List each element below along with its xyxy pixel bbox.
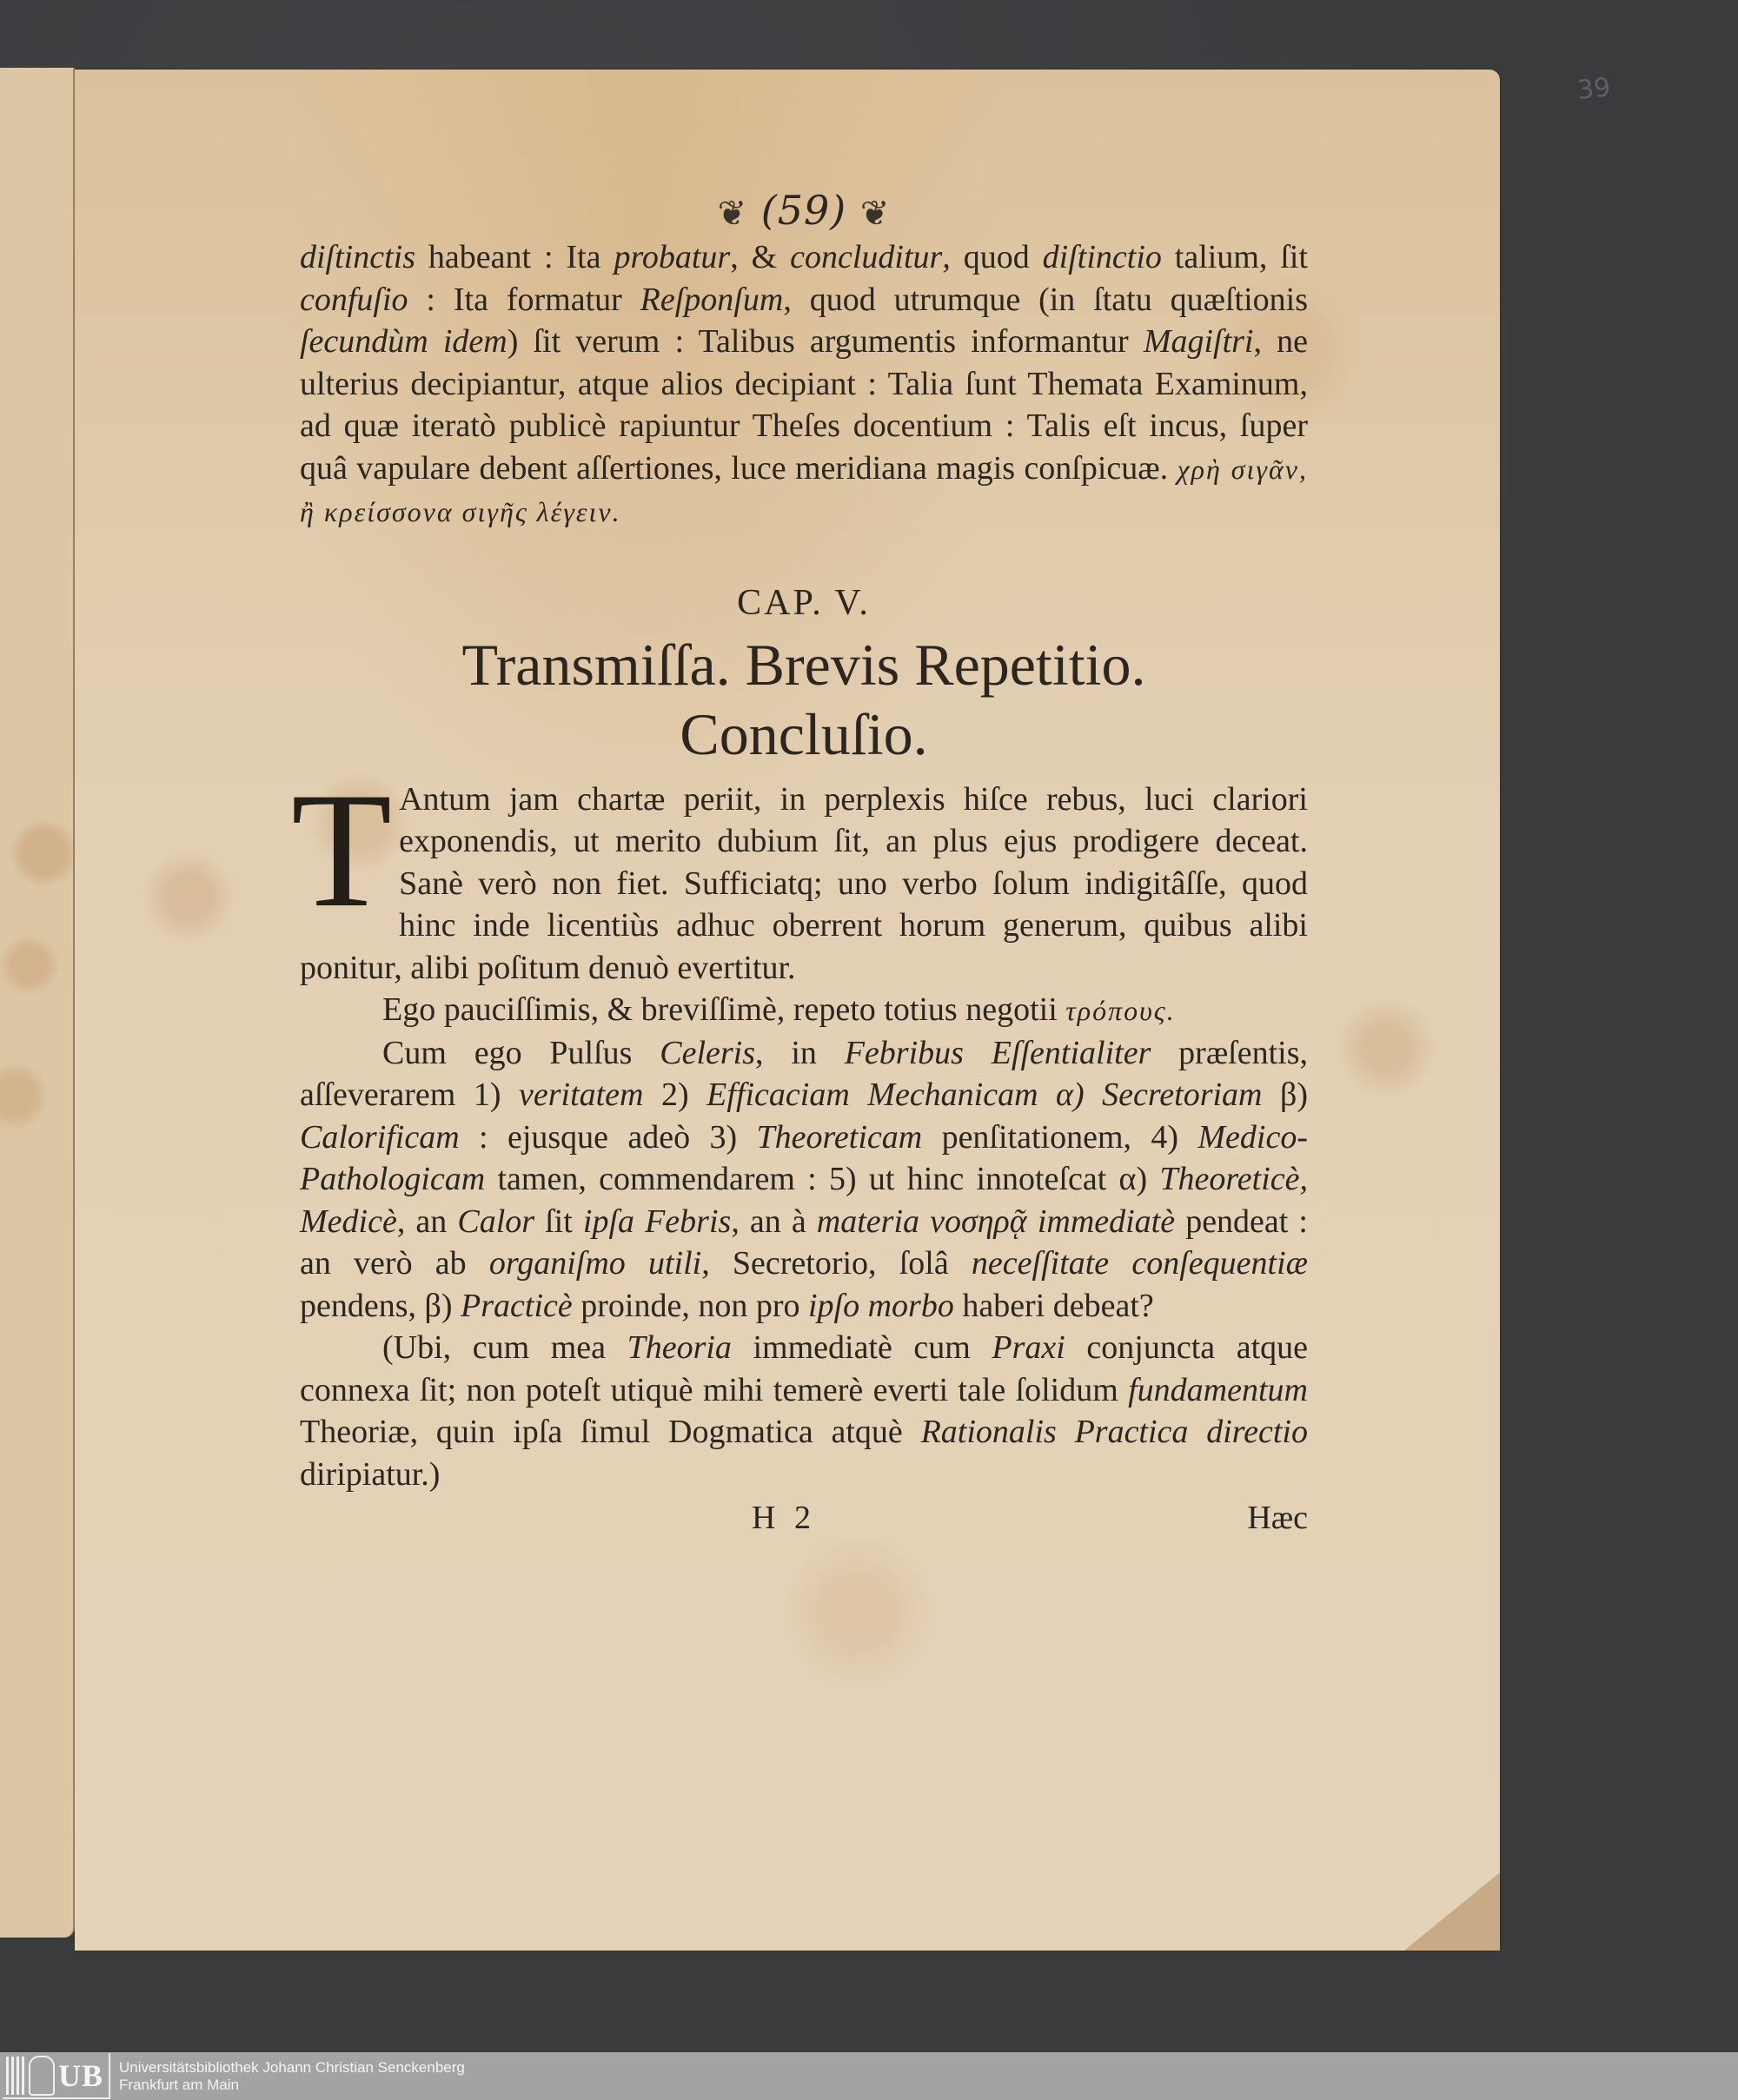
page-header bbox=[300, 184, 1308, 236]
p3-roman-run: penſitationem, 4) bbox=[922, 1118, 1198, 1156]
p3-italic-run: ipſa Febris bbox=[582, 1202, 732, 1240]
p3-roman-run: pendeat : an verò ab bbox=[300, 1202, 1308, 1282]
opening-roman-run: talium, ſit bbox=[1161, 239, 1309, 275]
p3-italic-run: Celeris bbox=[660, 1034, 756, 1071]
p3-roman-run: ſit bbox=[534, 1202, 583, 1240]
paragraph-2-text: Ego pauciſſimis, & breviſſimè, repeto totius negotii bbox=[382, 991, 1066, 1028]
paragraph-4 bbox=[300, 1327, 1308, 1495]
p4-roman-run: (Ubi, cum mea bbox=[382, 1329, 627, 1366]
p3-roman-run: 2) bbox=[643, 1076, 707, 1113]
paragraph-1 bbox=[291, 759, 1308, 990]
opening-italic-run: Reſponſum bbox=[640, 281, 784, 318]
p3-italic-run: veritatem bbox=[518, 1076, 644, 1113]
opening-roman-run: , quod utrumque (in ſtatu quæſtionis bbox=[783, 281, 1308, 318]
p3-roman-run: , in bbox=[755, 1034, 845, 1071]
pencil-folio-number: 39 bbox=[1575, 72, 1612, 106]
chapter-title-line-2: Concluſio. bbox=[680, 700, 928, 767]
p3-roman-run: β) bbox=[1262, 1076, 1308, 1113]
p3-italic-run: Theoreticam bbox=[756, 1118, 923, 1156]
p4-italic-run: Praxi bbox=[992, 1329, 1065, 1366]
page-number: (59) bbox=[760, 187, 847, 234]
page-text-block bbox=[291, 184, 1309, 1539]
library-name bbox=[119, 2059, 465, 2094]
library-name-line-1: Universitätsbibliothek Johann Christian Senckenberg bbox=[119, 2058, 465, 2076]
opening-italic-run: concluditur bbox=[790, 239, 943, 275]
p4-italic-run: Theoria bbox=[627, 1329, 732, 1366]
p3-roman-run: , an bbox=[396, 1202, 458, 1240]
greek-word: τρόπους. bbox=[1065, 995, 1176, 1026]
opening-roman-run: : Ita formatur bbox=[408, 281, 640, 318]
opening-paragraph bbox=[300, 236, 1308, 533]
p3-roman-run: : ejusque adeò 3) bbox=[459, 1118, 757, 1156]
opening-greek-run: χρὴ σιγᾶν, ἢ κρείσσονα σιγῆς λέγειν. bbox=[300, 453, 1308, 527]
opening-italic-run: diſtinctis bbox=[300, 239, 415, 275]
p3-italic-run: Calorificam bbox=[300, 1118, 460, 1156]
opening-italic-run: diſtinctio bbox=[1042, 239, 1162, 275]
p3-roman-run: , an à bbox=[731, 1202, 817, 1240]
p4-roman-run: Theoriæ, quin ipſa ſimul Dogmatica atquè bbox=[300, 1414, 921, 1450]
chapter-title-line-1: Transmiſſa. Brevis Repetitio. bbox=[461, 631, 1146, 698]
portrait-icon bbox=[29, 2056, 55, 2096]
page-footer bbox=[300, 1497, 1308, 1539]
p3-italic-run: Theoreticè, Medicè bbox=[300, 1161, 1308, 1240]
p3-italic-run: Practicè bbox=[461, 1287, 573, 1324]
library-footer-bar bbox=[0, 2052, 1738, 2100]
p4-italic-run: Rationalis Practica directio bbox=[920, 1414, 1308, 1450]
p4-roman-run: conjuncta atque connexa ſit; non poteſt utiquè mihi temerè everti tale ſolidum bbox=[300, 1329, 1308, 1408]
catchword: Hæc bbox=[1247, 1500, 1308, 1536]
chapter-label: CAP. V. bbox=[737, 582, 871, 623]
library-name-line-2: Frankfurt am Main bbox=[119, 2076, 239, 2093]
ub-logo[interactable] bbox=[3, 2053, 110, 2099]
columns-icon bbox=[6, 2057, 27, 2095]
fleuron-left-icon: ❦ bbox=[717, 194, 748, 234]
opening-roman-run: , & bbox=[730, 239, 791, 275]
opening-roman-run: habeant : Ita bbox=[415, 239, 614, 275]
opening-roman-run: ) ſit verum : Talibus argumentis informantur bbox=[507, 323, 1144, 360]
p4-roman-run: immediatè cum bbox=[731, 1329, 992, 1366]
paragraph-1-text: Antum jam chartæ periit, in perplexis hiſce rebus, luci clariori exponendis, ut merito dubium ſit, an plus ejus prodigere deceat. Sanè verò non fiet. Sufficiatq; uno verbo ſolum indigitâſſe, quod hinc inde licentiùs adhuc oberrent horum generum, quibus alibi ponitur, alibi poſitum denuò evertitur. bbox=[300, 780, 1308, 986]
opening-roman-run: , ne ulterius decipiantur, atque alios decipiant : Talia ſunt Themata Examinum, ad quæ iteratò publicè rapiuntur Theſes docentium : Talis eſt incus, ſuper quâ vapulare debent aſſertiones, luce meridiana magis conſpicuæ. bbox=[300, 323, 1308, 487]
p3-italic-run: neceſſitate conſequentiæ bbox=[971, 1245, 1308, 1282]
p3-roman-run: haberi debeat? bbox=[953, 1287, 1154, 1324]
p3-italic-run: Febribus Eſſentialiter bbox=[844, 1034, 1151, 1071]
facing-page-edge bbox=[0, 68, 75, 1938]
p3-italic-run: organiſmo utili bbox=[488, 1245, 702, 1282]
p3-italic-run: Calor bbox=[457, 1202, 535, 1240]
drop-cap: T bbox=[291, 759, 393, 942]
paragraph-3 bbox=[300, 1032, 1308, 1328]
opening-italic-run: confuſio bbox=[300, 281, 408, 318]
opening-italic-run: probatur bbox=[614, 239, 731, 275]
p4-roman-run: diripiatur.) bbox=[300, 1455, 441, 1493]
paragraph-2 bbox=[300, 989, 1308, 1032]
folded-corner bbox=[1404, 1872, 1500, 1951]
p3-italic-run: Medico-Pathologicam bbox=[300, 1118, 1308, 1197]
p3-roman-run: , Secretorio, ſolâ bbox=[701, 1245, 972, 1282]
opening-roman-run: , quod bbox=[942, 239, 1043, 275]
signature-mark: H 2 bbox=[752, 1500, 816, 1536]
p3-italic-run: Efficaciam Mechanicam α) Secretoriam bbox=[706, 1076, 1263, 1113]
p3-roman-run: proinde, non pro bbox=[572, 1287, 808, 1324]
p3-roman-run: tamen, commendarem : 5) ut hinc innoteſcat α) bbox=[485, 1161, 1160, 1197]
p3-italic-run: materia νοσηρᾷ immediatè bbox=[816, 1202, 1176, 1240]
ub-logo-letters: UB bbox=[58, 2057, 104, 2093]
opening-italic-run: ſecundùm idem bbox=[300, 323, 507, 360]
p3-roman-run: præſentis, aſſeverarem 1) bbox=[300, 1034, 1308, 1113]
p4-italic-run: fundamentum bbox=[1128, 1371, 1308, 1408]
p3-roman-run: pendens, β) bbox=[300, 1287, 461, 1324]
p3-italic-run: ipſo morbo bbox=[807, 1287, 954, 1324]
body-text bbox=[291, 236, 1309, 1495]
p3-roman-run: Cum ego Pulſus bbox=[382, 1034, 660, 1071]
fleuron-right-icon: ❦ bbox=[859, 194, 891, 234]
opening-italic-run: Magiſtri bbox=[1143, 323, 1254, 360]
